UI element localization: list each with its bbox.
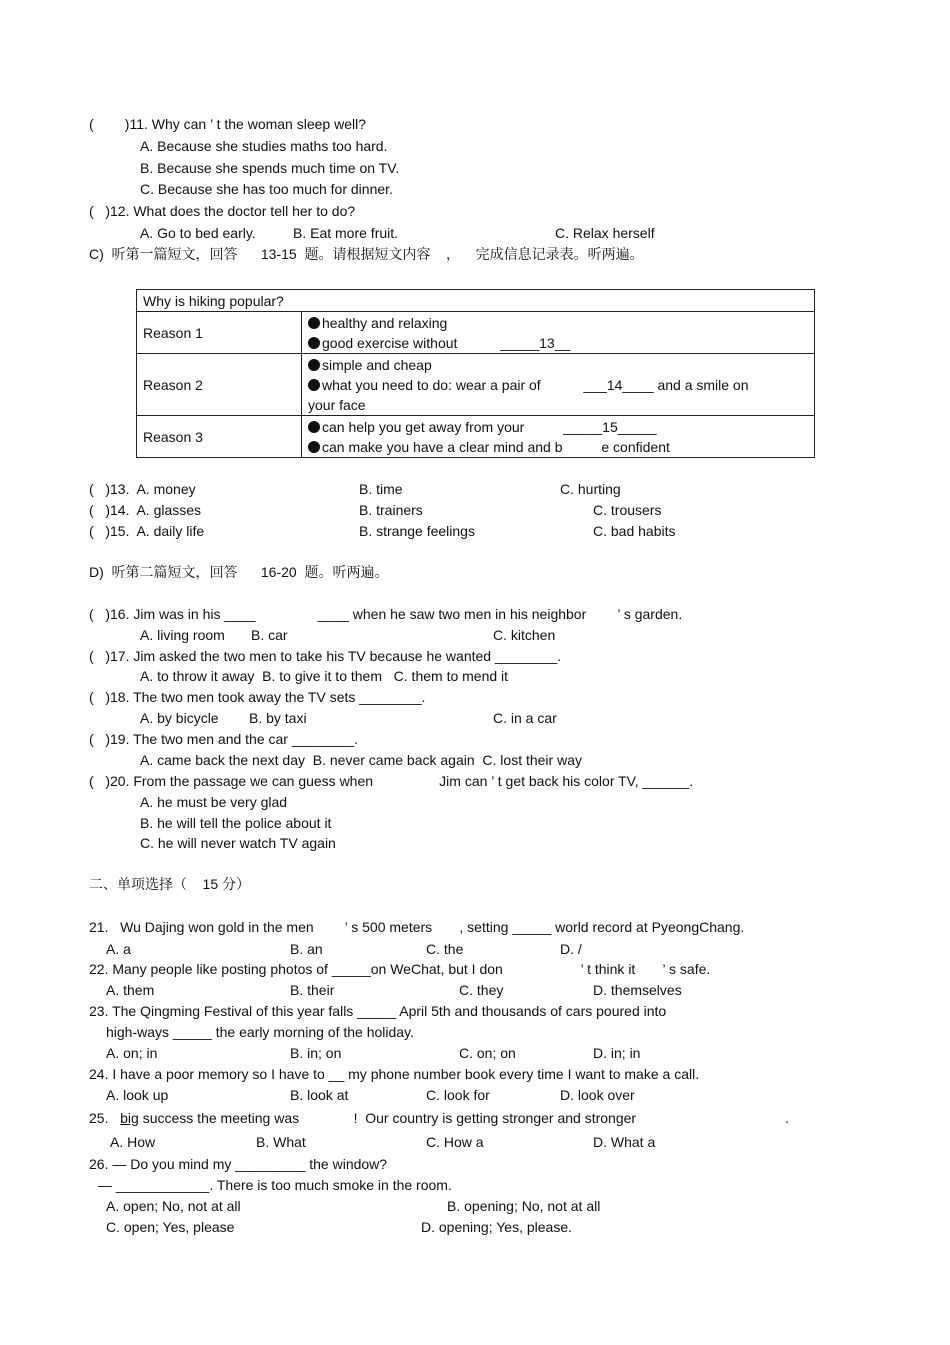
question-21: 21. Wu Dajing won gold in the men ’ s 500 meters , setting _____ world record at PyeongChang.	[89, 919, 745, 935]
option-14b: B. trainers	[359, 502, 423, 518]
option-24b: B. look at	[290, 1087, 349, 1103]
option-23c: C. on; on	[459, 1045, 516, 1061]
reason-3-label: Reason 3	[137, 416, 302, 458]
question-22: 22. Many people like posting photos of _____on WeChat, but I don ’ t think it ’ s safe.	[89, 961, 711, 977]
reason-1-label: Reason 1	[137, 312, 302, 354]
info-table	[136, 289, 815, 458]
option-24c: C. look for	[426, 1087, 490, 1103]
option-22c: C. they	[459, 982, 504, 998]
bullet-icon	[308, 379, 320, 391]
option-22b: B. their	[290, 982, 335, 998]
reason-2-content: simple and cheap what you need to do: wear a pair of ___14____ and a smile on your face	[302, 354, 815, 416]
question-23-cont: high-ways _____ the early morning of the holiday.	[106, 1024, 414, 1040]
option-16a: A. living room	[140, 627, 225, 643]
option-13c: C. hurting	[560, 481, 621, 497]
option-26c: C. open; Yes, please	[106, 1219, 235, 1235]
reason-1-content: healthy and relaxing good exercise without _____13__	[302, 312, 815, 354]
option-20a: A. he must be very glad	[140, 794, 288, 810]
option-18a: A. by bicycle	[140, 710, 219, 726]
option-18c: C. in a car	[493, 710, 557, 726]
bullet-icon	[308, 441, 320, 453]
option-14c: C. trousers	[593, 502, 662, 518]
option-18b: B. by taxi	[249, 710, 307, 726]
option-26a: A. open; No, not at all	[106, 1198, 241, 1214]
question-19: ( )19. The two men and the car ________.	[89, 731, 359, 747]
option-26d: D. opening; Yes, please.	[421, 1219, 573, 1235]
bullet-icon	[308, 421, 320, 433]
bullet-icon	[308, 317, 320, 329]
option-25d: D. What a	[593, 1134, 656, 1150]
question-24: 24. I have a poor memory so I have to __ my phone number book every time I want to make a call.	[89, 1066, 700, 1082]
option-21b: B. an	[290, 941, 323, 957]
option-11b: B. Because she spends much time on TV.	[140, 160, 400, 176]
question-26-cont: — ____________. There is too much smoke in the room.	[98, 1177, 452, 1193]
question-13: ( )13. A. money	[89, 481, 196, 497]
question-20: ( )20. From the passage we can guess when Jim can ’ t get back his color TV, ______.	[89, 773, 694, 789]
option-23d: D. in; in	[593, 1045, 641, 1061]
option-25a: A. How	[110, 1134, 156, 1150]
option-25c: C. How a	[426, 1134, 484, 1150]
option-15c: C. bad habits	[593, 523, 676, 539]
option-20c: C. he will never watch TV again	[140, 835, 336, 851]
question-15: ( )15. A. daily life	[89, 523, 205, 539]
question-17: ( )17. Jim asked the two men to take his TV because he wanted ________.	[89, 648, 562, 664]
option-21d: D. /	[560, 941, 582, 957]
option-24d: D. look over	[560, 1087, 635, 1103]
option-21c: C. the	[426, 941, 464, 957]
options-17: A. to throw it away B. to give it to them C. them to mend it	[140, 668, 509, 684]
option-11a: A. Because she studies maths too hard.	[140, 138, 388, 154]
question-14: ( )14. A. glasses	[89, 502, 202, 518]
option-23a: A. on; in	[106, 1045, 158, 1061]
reason-2-label: Reason 2	[137, 354, 302, 416]
reason-3-content: can help you get away from your _____15_____ can make you have a clear mind and b e confident	[302, 416, 815, 458]
option-20b: B. he will tell the police about it	[140, 815, 332, 831]
option-13b: B. time	[359, 481, 403, 497]
option-26b: B. opening; No, not at all	[447, 1198, 601, 1214]
option-16b: B. car	[251, 627, 288, 643]
options-19: A. came back the next day B. never came back again C. lost their way	[140, 752, 582, 768]
option-21a: A. a	[106, 941, 131, 957]
option-16c: C. kitchen	[493, 627, 556, 643]
part2-heading: 二、单项选择（ 15 分）	[89, 876, 251, 892]
question-11: ( )11. Why can ’ t the woman sleep well?	[89, 116, 366, 132]
section-c-heading: C) 听第一篇短文，回答 13-15 题。请根据短文内容 ， 完成信息记录表。听两遍。	[89, 246, 644, 262]
table-title: Why is hiking popular?	[137, 290, 815, 312]
option-15b: B. strange feelings	[359, 523, 475, 539]
question-12: ( )12. What does the doctor tell her to do?	[89, 203, 356, 219]
option-23b: B. in; on	[290, 1045, 342, 1061]
option-22a: A. them	[106, 982, 155, 998]
bullet-icon	[308, 337, 320, 349]
option-11c: C. Because she has too much for dinner.	[140, 181, 393, 197]
bullet-icon	[308, 359, 320, 371]
option-24a: A. look up	[106, 1087, 169, 1103]
question-25: 25. big success the meeting was ! Our country is getting stronger and stronger	[89, 1110, 637, 1126]
option-12a: A. Go to bed early.	[140, 225, 256, 241]
question-26: 26. — Do you mind my _________ the window?	[89, 1156, 388, 1172]
option-12c: C. Relax herself	[555, 225, 655, 241]
option-12b: B. Eat more fruit.	[293, 225, 399, 241]
question-23: 23. The Qingming Festival of this year falls _____ April 5th and thousands of cars poured into	[89, 1003, 667, 1019]
option-25b: B. What	[256, 1134, 306, 1150]
question-25-end: .	[785, 1110, 789, 1126]
question-16: ( )16. Jim was in his ____ ____ when he saw two men in his neighbor ’ s garden.	[89, 606, 683, 622]
question-18: ( )18. The two men took away the TV sets ________.	[89, 689, 426, 705]
section-d-heading: D) 听第二篇短文，回答 16-20 题。听两遍。	[89, 564, 389, 580]
option-22d: D. themselves	[593, 982, 682, 998]
